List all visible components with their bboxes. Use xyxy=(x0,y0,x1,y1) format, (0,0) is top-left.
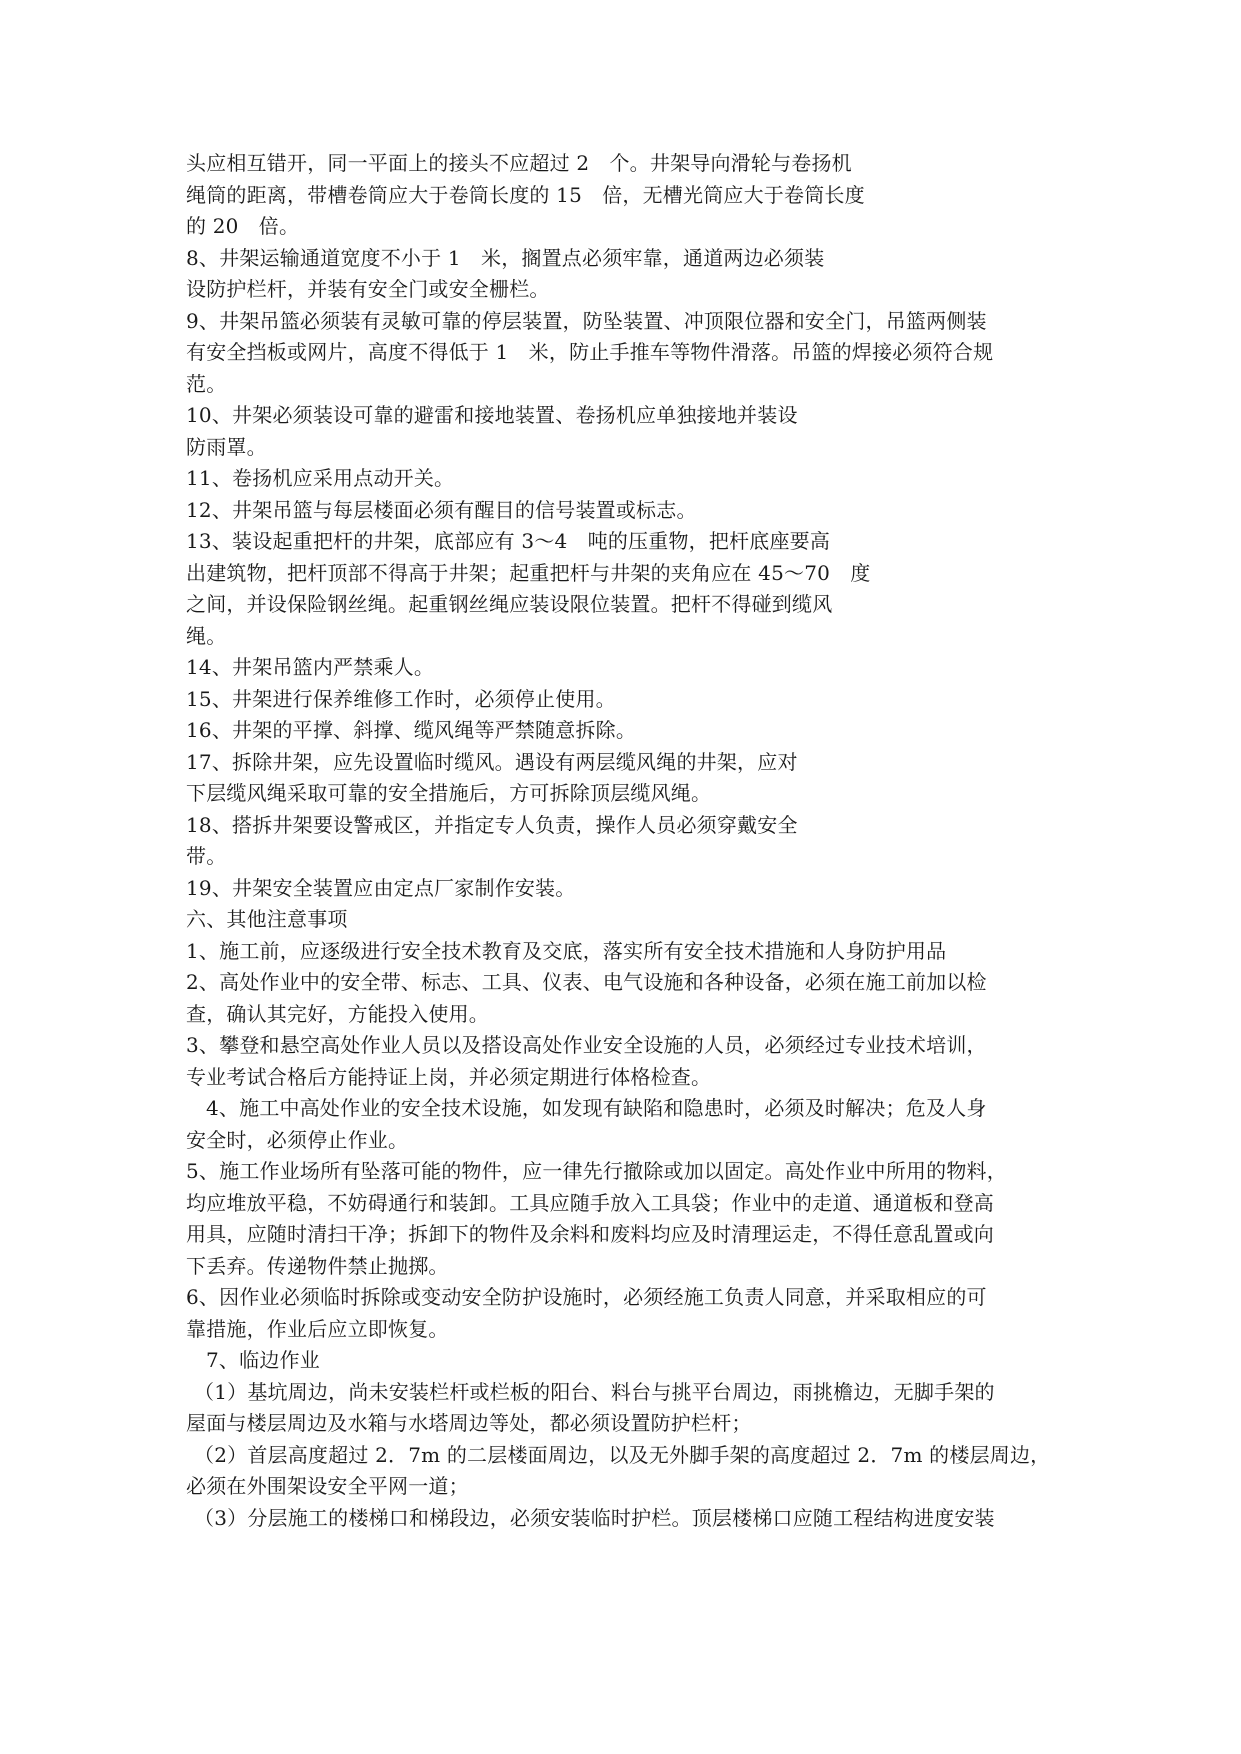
text-line: 绳。 xyxy=(186,623,227,648)
text-line: 13、装设起重把杆的井架，底部应有 3～4 吨的压重物，把杆底座要高 xyxy=(186,529,831,553)
text-line: 12、井架吊篮与每层楼面必须有醒目的信号装置或标志。 xyxy=(186,497,697,522)
text-line: 均应堆放平稳，不妨碍通行和装卸。工具应随手放入工具袋；作业中的走道、通道板和登高 xyxy=(186,1190,994,1215)
text-line: 有安全挡板或网片，高度不得低于 1 米，防止手推车等物件滑落。吊篮的焊接必须符合规 xyxy=(186,340,994,364)
text-line: （2）首层高度超过 2．7m 的二层楼面周边，以及无外脚手架的高度超过 2．7m 的楼层周边， xyxy=(194,1442,1051,1467)
text-line: 8、井架运输通道宽度不小于 1 米，搁置点必须牢靠，通道两边必须装 xyxy=(186,245,825,270)
text-line: 头应相互错开，同一平面上的接头不应超过 2 个。井架导向滑轮与卷扬机 xyxy=(186,151,852,175)
text-line: 专业考试合格后方能持证上岗，并必须定期进行体格检查。 xyxy=(186,1064,712,1089)
text-line: 安全时，必须停止作业。 xyxy=(186,1127,409,1152)
text-line: （3）分层施工的楼梯口和梯段边，必须安装临时护栏。顶层楼梯口应随工程结构进度安装 xyxy=(194,1505,995,1530)
text-line: 19、井架安全装置应由定点厂家制作安装。 xyxy=(186,875,576,900)
text-line: 出建筑物，把杆顶部不得高于井架；起重把杆与井架的夹角应在 45～70 度 xyxy=(186,560,871,585)
text-line: 3、攀登和悬空高处作业人员以及搭设高处作业安全设施的人员，必须经过专业技术培训， xyxy=(186,1033,987,1057)
document-body xyxy=(186,148,1066,1534)
text-line: 4、施工中高处作业的安全技术设施，如发现有缺陷和隐患时，必须及时解决；危及人身 xyxy=(206,1096,987,1120)
text-line: 查，确认其完好，方能投入使用。 xyxy=(186,1001,489,1026)
text-line: 必须在外围架设安全平网一道； xyxy=(186,1474,469,1498)
text-line: 1、施工前，应逐级进行安全技术教育及交底，落实所有安全技术措施和人身防护用品 xyxy=(186,938,947,963)
text-line: 17、拆除井架，应先设置临时缆风。遇设有两层缆风绳的井架，应对 xyxy=(186,749,798,774)
text-line: 10、井架必须装设可靠的避雷和接地装置、卷扬机应单独接地并装设 xyxy=(186,403,798,427)
text-line: 防雨罩。 xyxy=(186,434,267,459)
text-line: （1）基坑周边，尚未安装栏杆或栏板的阳台、料台与挑平台周边，雨挑檐边，无脚手架的 xyxy=(194,1379,995,1404)
text-line: 6、因作业必须临时拆除或变动安全防护设施时，必须经施工负责人同意，并采取相应的可 xyxy=(186,1285,987,1309)
text-line: 下丢弃。传递物件禁止抛掷。 xyxy=(186,1253,449,1278)
text-line: 靠措施，作业后应立即恢复。 xyxy=(186,1316,449,1341)
text-line: 5、施工作业场所有坠落可能的物件，应一律先行撤除或加以固定。高处作业中所用的物料， xyxy=(186,1159,1007,1183)
text-line: 屋面与楼层周边及水箱与水塔周边等处，都必须设置防护栏杆； xyxy=(186,1411,752,1435)
text-line: 15、井架进行保养维修工作时，必须停止使用。 xyxy=(186,686,616,711)
text-line: 14、井架吊篮内严禁乘人。 xyxy=(186,655,435,679)
text-line: 范。 xyxy=(186,371,227,396)
text-line: 7、临边作业 xyxy=(206,1348,320,1372)
text-line: 下层缆风绳采取可靠的安全措施后，方可拆除顶层缆风绳。 xyxy=(186,781,712,805)
text-line: 2、高处作业中的安全带、标志、工具、仪表、电气设施和各种设备，必须在施工前加以检 xyxy=(186,970,987,994)
section-heading: 六、其他注意事项 xyxy=(186,907,348,931)
text-line: 用具，应随时清扫干净；拆卸下的物件及余料和废料均应及时清理运走，不得任意乱置或向 xyxy=(186,1222,994,1246)
text-line: 18、搭拆井架要设警戒区，并指定专人负责，操作人员必须穿戴安全 xyxy=(186,812,798,837)
text-line: 9、井架吊篮必须装有灵敏可靠的停层装置，防坠装置、冲顶限位器和安全门，吊篮两侧装 xyxy=(186,308,987,333)
text-line: 11、卷扬机应采用点动开关。 xyxy=(186,466,455,490)
text-line: 之间，并设保险钢丝绳。起重钢丝绳应装设限位装置。把杆不得碰到缆风 xyxy=(186,592,833,616)
text-line: 16、井架的平撑、斜撑、缆风绳等严禁随意拆除。 xyxy=(186,718,637,742)
text-line: 的 20 倍。 xyxy=(186,214,300,238)
text-line: 绳筒的距离，带槽卷筒应大于卷筒长度的 15 倍，无槽光筒应大于卷筒长度 xyxy=(186,182,865,207)
text-line: 带。 xyxy=(186,844,227,868)
text-line: 设防护栏杆，并装有安全门或安全栅栏。 xyxy=(186,277,550,301)
